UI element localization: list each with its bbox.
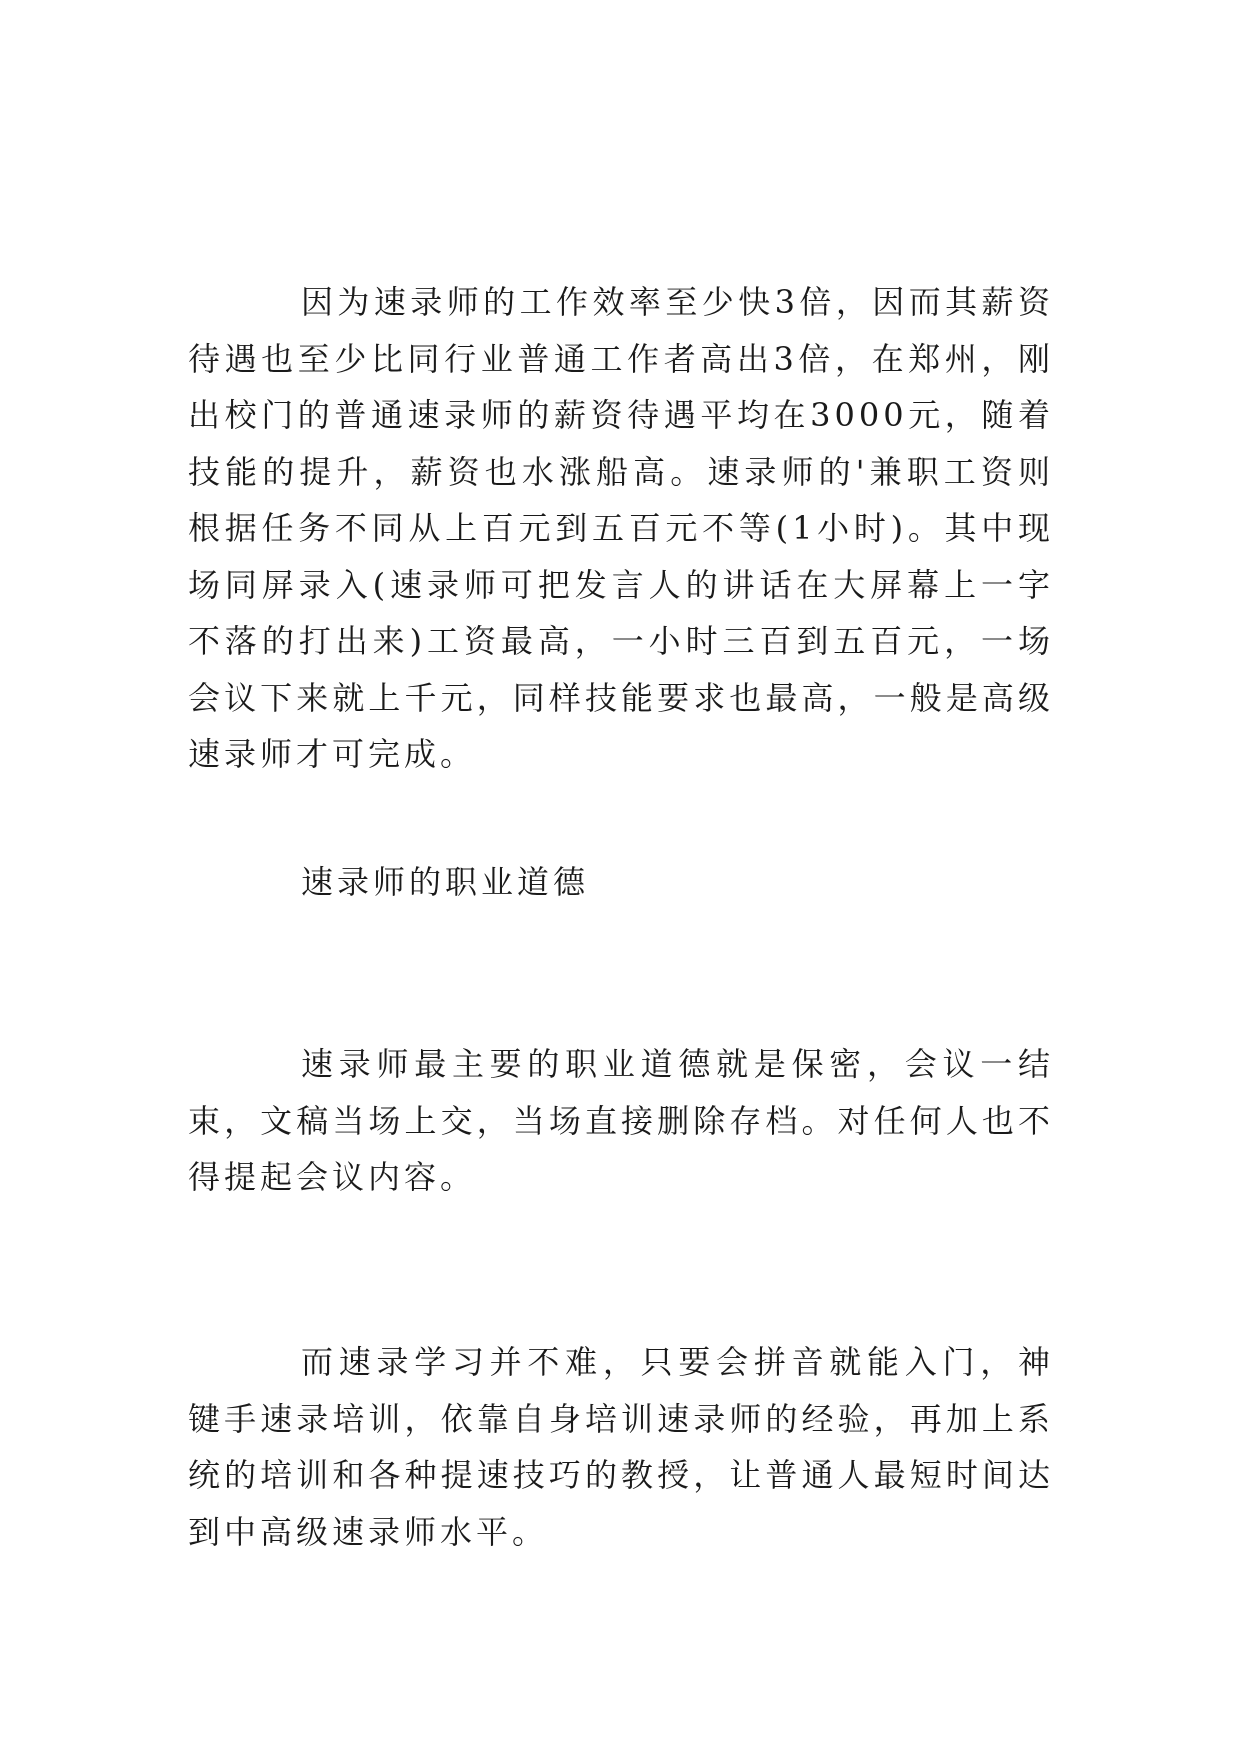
ethics-paragraph: 速录师最主要的职业道德就是保密，会议一结束，文稿当场上交，当场直接删除存档。对任何人也不得提起会议内容。 (188, 1045, 1054, 1196)
section-heading: 速录师的职业道德 (301, 863, 590, 901)
salary-paragraph: 因为速录师的工作效率至少快3倍，因而其薪资待遇也至少比同行业普通工作者高出3倍，在郑州，刚出校门的普通速录师的薪资待遇平均在3000元，随着技能的提升，薪资也水涨船高。速录师的'兼职工资则根据任务不同从上百元到五百元不等(1小时)。其中现场同屏录入(速录师可把发言人的讲话在大屏幕上一字不落的打出来)工资最高，一小时三百到五百元，一场会议下来就上千元，同样技能要求也最高，一般是高级速录师才可完成。 (188, 283, 1054, 773)
training-paragraph: 而速录学习并不难，只要会拼音就能入门，神键手速录培训，依靠自身培训速录师的经验，再加上系统的培训和各种提速技巧的教授，让普通人最短时间达到中高级速录师水平。 (188, 1343, 1054, 1551)
